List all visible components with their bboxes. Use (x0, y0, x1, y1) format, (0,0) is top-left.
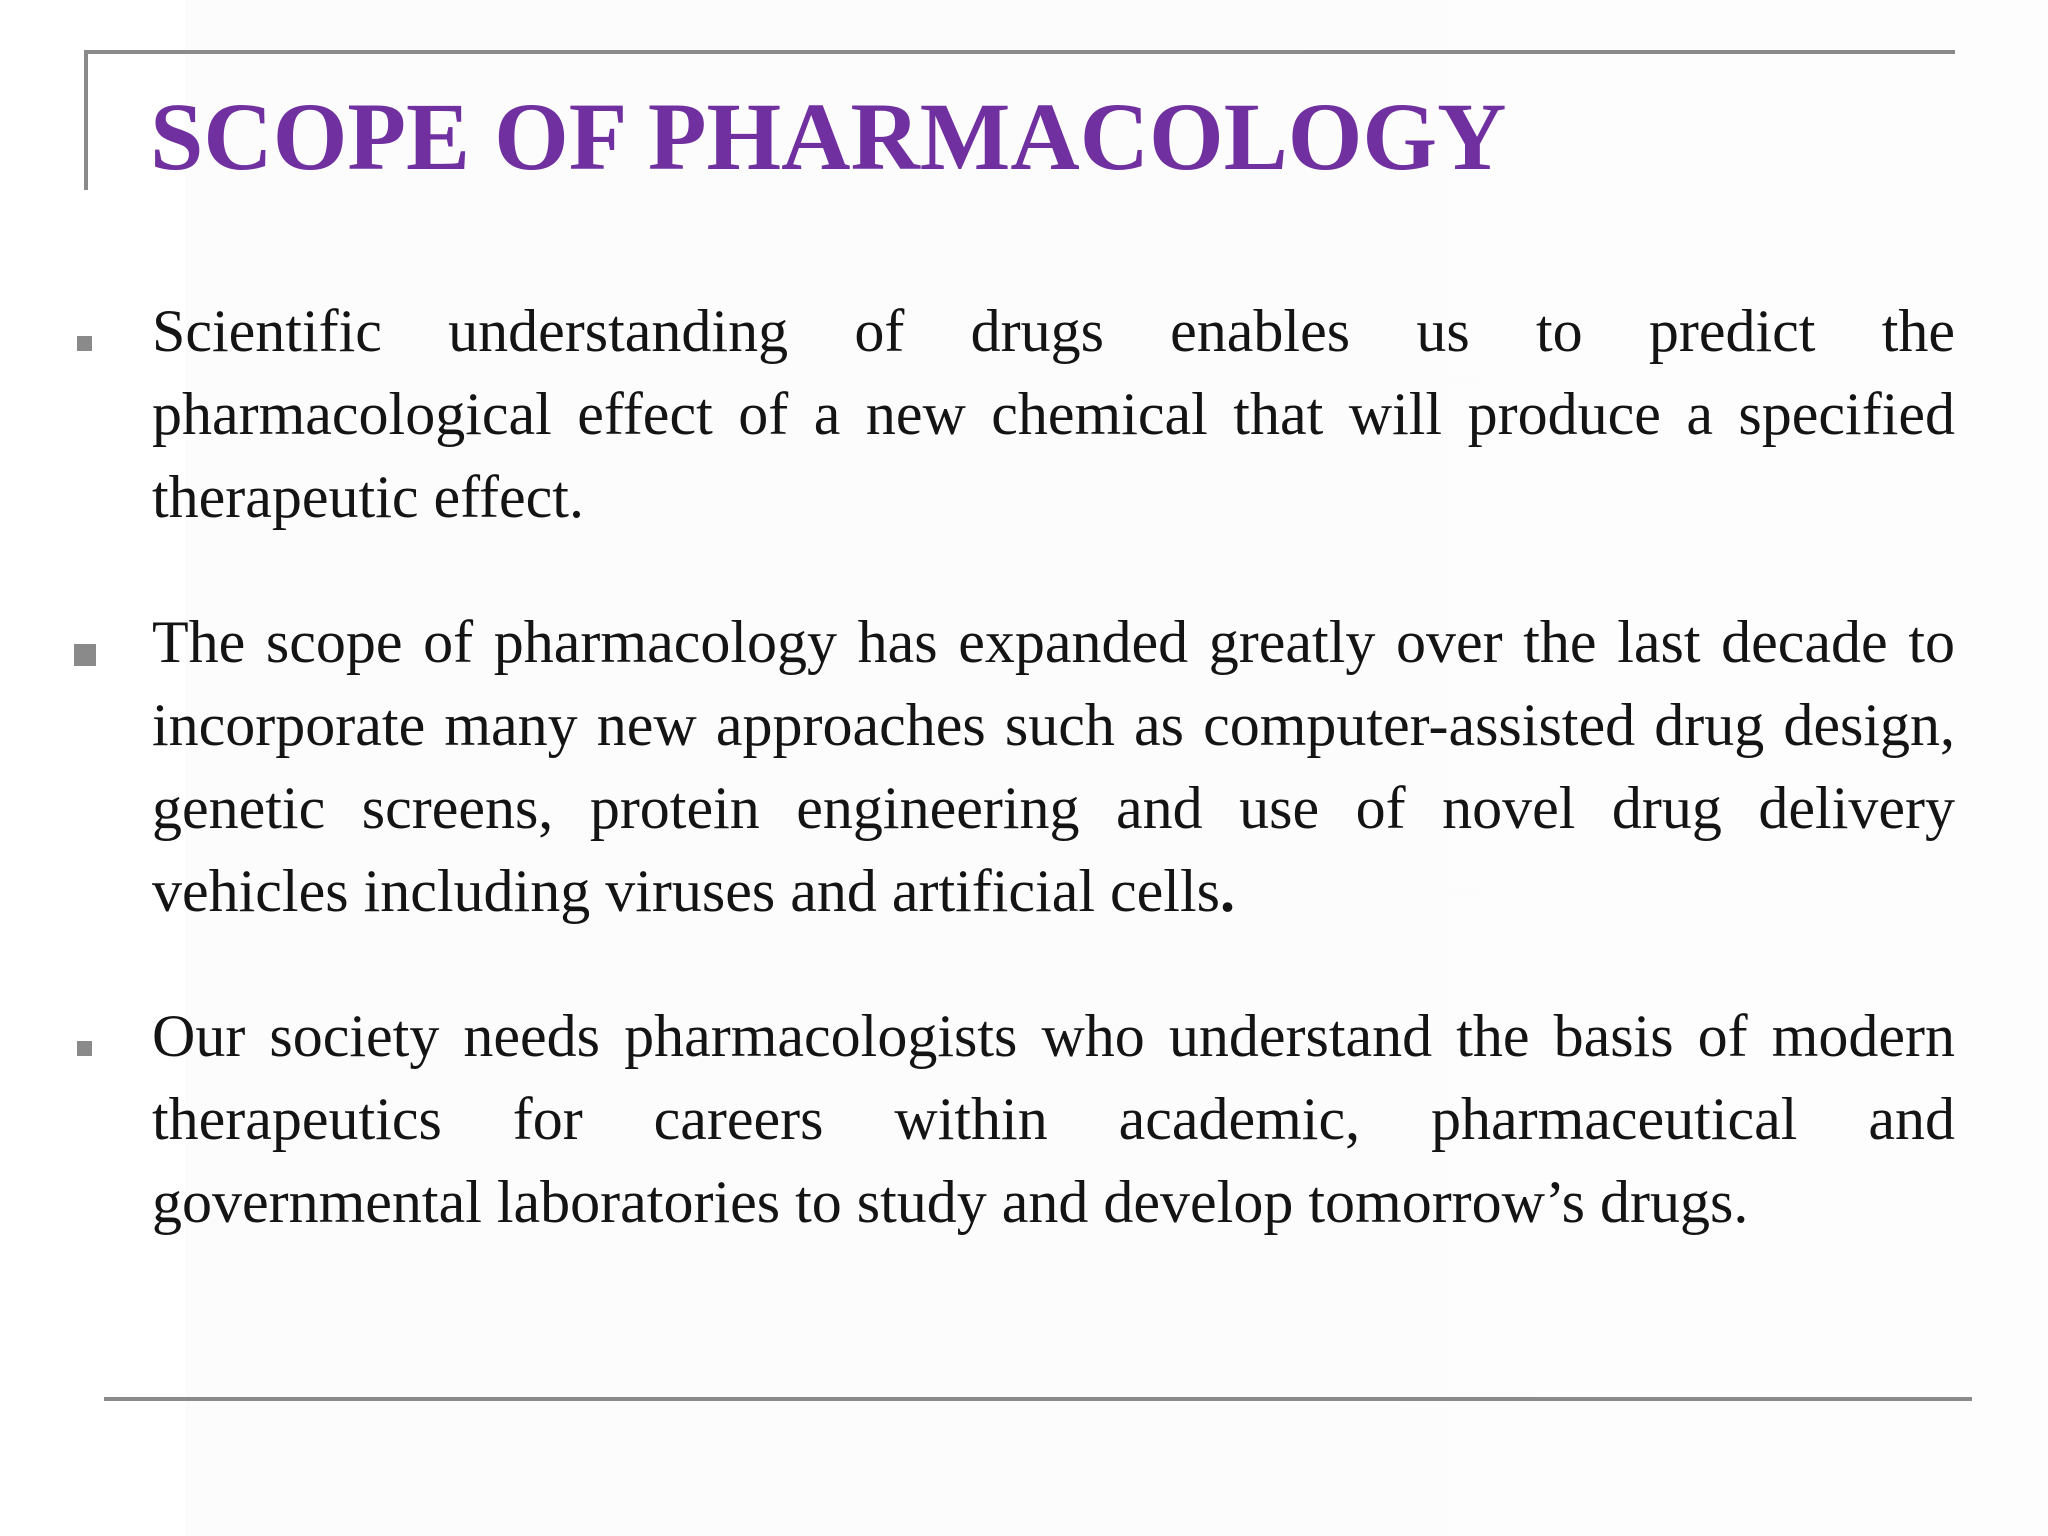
frame-top-rule (84, 50, 1955, 54)
bullet-item-1 (70, 290, 1955, 539)
frame-bottom-rule (104, 1397, 1972, 1401)
frame-left-rule (84, 50, 88, 190)
bullet-list (70, 290, 1955, 1306)
square-bullet-icon (77, 1041, 92, 1056)
square-bullet-icon (77, 336, 92, 351)
bullet-text-3: Our society needs pharmacologists who understand the basis of modern therapeutics for careers within academic, pharmaceutical and governmental laboratories to study and develop tomorrow’s drugs. (152, 1003, 1955, 1235)
bullet-text-2-body: The scope of pharmacology has expanded greatly over the last decade to incorporate many new approaches such as computer-assisted drug design, genetic screens, protein engineering and use of novel drug delivery vehicles including viruses and artificial cells (152, 609, 1955, 924)
bullet-text-1: Scientific understanding of drugs enables us to predict the pharmacological effect of a new chemical that will produce a specified therapeutic effect. (152, 298, 1955, 530)
square-bullet-icon (74, 644, 96, 666)
slide-title: SCOPE OF PHARMACOLOGY (150, 83, 1507, 190)
bullet-text-2 (152, 601, 1955, 933)
bullet-text-2-period: . (1220, 858, 1235, 924)
bullet-item-2 (70, 601, 1955, 933)
bullet-item-3 (70, 995, 1955, 1244)
